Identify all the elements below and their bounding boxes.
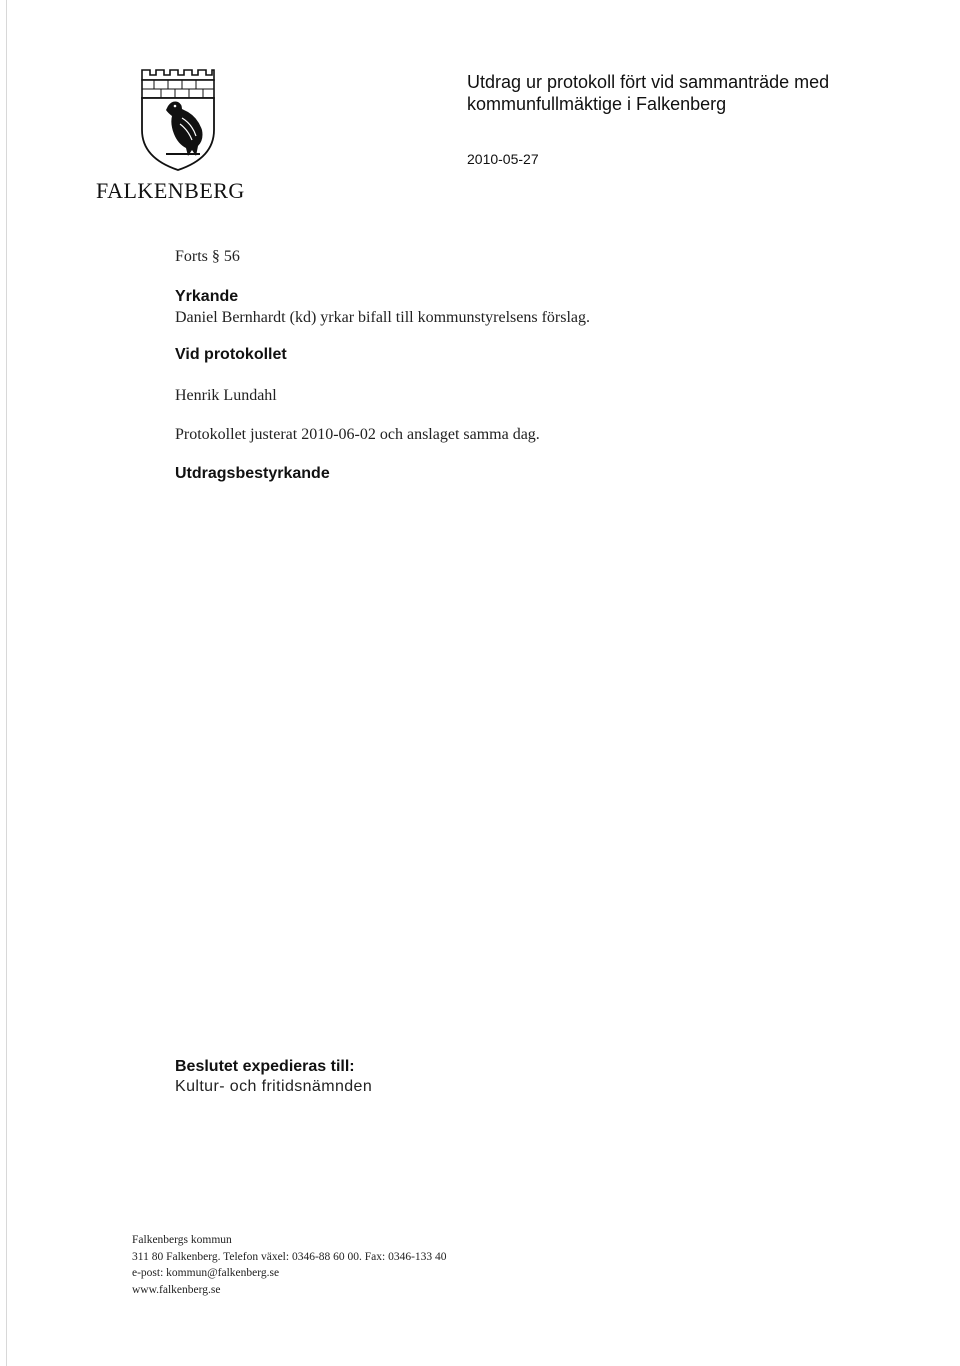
motion-heading: Yrkande: [175, 288, 239, 305]
footer: [132, 1232, 447, 1298]
adjusted-text: Protokollet justerat 2010-06-02 och anslaget samma dag.: [175, 426, 540, 443]
footer-email: e-post: kommun@falkenberg.se: [132, 1267, 280, 1279]
municipality-name: FALKENBERG: [96, 178, 245, 203]
dispatch-heading: Beslutet expedieras till:: [175, 1058, 355, 1075]
certification-heading: Utdragsbestyrkande: [175, 465, 330, 482]
minutes-heading: Vid protokollet: [175, 346, 287, 363]
document-title: Utdrag ur protokoll fört vid sammanträde med kommunfullmäktige i Falkenberg: [467, 72, 830, 114]
footer-web: www.falkenberg.se: [132, 1283, 221, 1296]
falcon-coat-of-arms-icon: [138, 66, 218, 172]
footer-org: Falkenbergs kommun: [132, 1234, 232, 1246]
motion-text: Daniel Bernhardt (kd) yrkar bifall till kommunstyrelsens förslag.: [175, 309, 591, 326]
dispatch-recipient: Kultur- och fritidsnämnden: [175, 1078, 373, 1095]
page-edge: [6, 0, 7, 1366]
meeting-date: 2010-05-27: [467, 151, 539, 167]
secretary-name: Henrik Lundahl: [175, 387, 277, 404]
footer-address: 311 80 Falkenberg. Telefon växel: 0346-88 60 00. Fax: 0346-133 40: [132, 1250, 447, 1263]
section-reference: Forts § 56: [175, 248, 240, 265]
